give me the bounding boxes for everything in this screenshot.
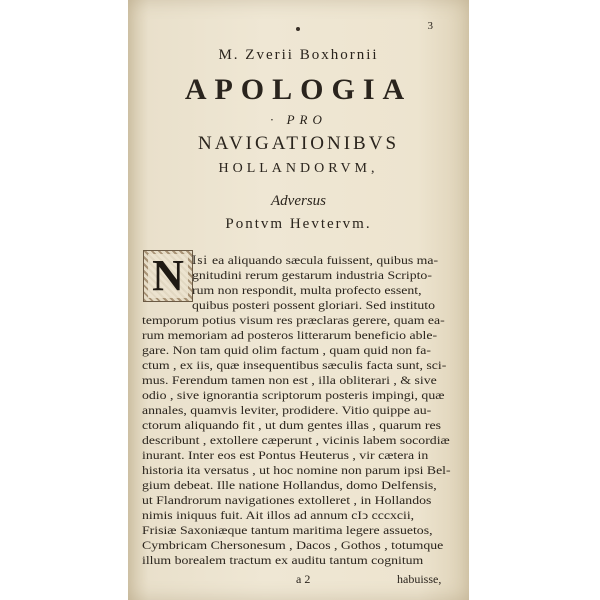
subtitle-line: NAVIGATIONIBVS <box>197 133 400 154</box>
author-heading: M. Zverii Boxhornii <box>218 47 379 63</box>
adversus-line: Adversus <box>271 193 326 209</box>
book-page <box>128 0 469 600</box>
decorated-initial <box>143 250 193 302</box>
page-number: 3 <box>427 20 433 32</box>
ornament-dot <box>296 27 300 31</box>
text-line: describunt , extollere cæperunt , vicinis labem socordiæ <box>142 433 450 447</box>
initial-letter: N <box>148 254 188 298</box>
text-line: gnitudini rerum gestarum industria Scripto- <box>192 268 432 282</box>
text-line: quibus posteri possent gloriari. Sed instituto <box>192 298 436 312</box>
subtitle-line-2: HOLLANDORVM, <box>218 161 379 176</box>
against-heading: Pontvm Hevtervm. <box>225 216 372 232</box>
text-line: ctorum aliquando fit , ut dum gentes illas , quarum res <box>142 418 441 432</box>
text-line: nimis iniquus fuit. Ait illos ad annum cIↄ cccxcii, <box>142 508 415 522</box>
text-line: mus. Ferendum tamen non est , illa obliterari , & sive <box>142 373 437 387</box>
text-line: temporum potius visum res præclaras gerere, quam ea- <box>142 313 445 327</box>
text-line: historia ita versatus , ut hoc nomine non parum ipsi Bel- <box>142 463 451 477</box>
text-line: ut Flandrorum navigationes extolleret , in Hollandos <box>142 493 432 507</box>
text-line: Frisiæ Saxoniæque tantum maritima legere assuetos, <box>142 523 433 537</box>
text-line: Cymbricam Chersonesum , Dacos , Gothos , totumque <box>142 538 444 552</box>
text-line: inurant. Inter eos est Pontus Heuterus , vir cætera in <box>142 448 429 462</box>
catchword: habuisse, <box>397 572 442 586</box>
pro-line: · PRO <box>270 112 327 127</box>
signature-mark: a 2 <box>296 572 311 586</box>
text-line: ea aliquando sæcula fuissent, quibus ma- <box>212 253 439 267</box>
text-line: ctum , ex iis, quæ insequentibus sæculis facta sunt, sci- <box>142 358 447 372</box>
page-title: APOLOGIA <box>184 73 413 106</box>
text-line: odio , sive ignorantia scriptorum posteris impingi, quæ <box>142 388 445 402</box>
text-line: illum borealem tractum ex auditu tantum cognitum <box>142 553 424 567</box>
text-line: rum non respondit, multa profecto essent, <box>192 283 422 297</box>
first-word: Isi <box>192 252 208 267</box>
text-line: gare. Non tam quid olim factum , quam quid non fa- <box>142 343 431 357</box>
text-line: annales, quamvis leviter, prodidere. Vitio quippe au- <box>142 403 432 417</box>
text-line: gium debeat. Ille natione Hollandus, domo Delfensis, <box>142 478 437 492</box>
text-line: rum memoriam ad posteros litterarum beneficio able- <box>142 328 438 342</box>
